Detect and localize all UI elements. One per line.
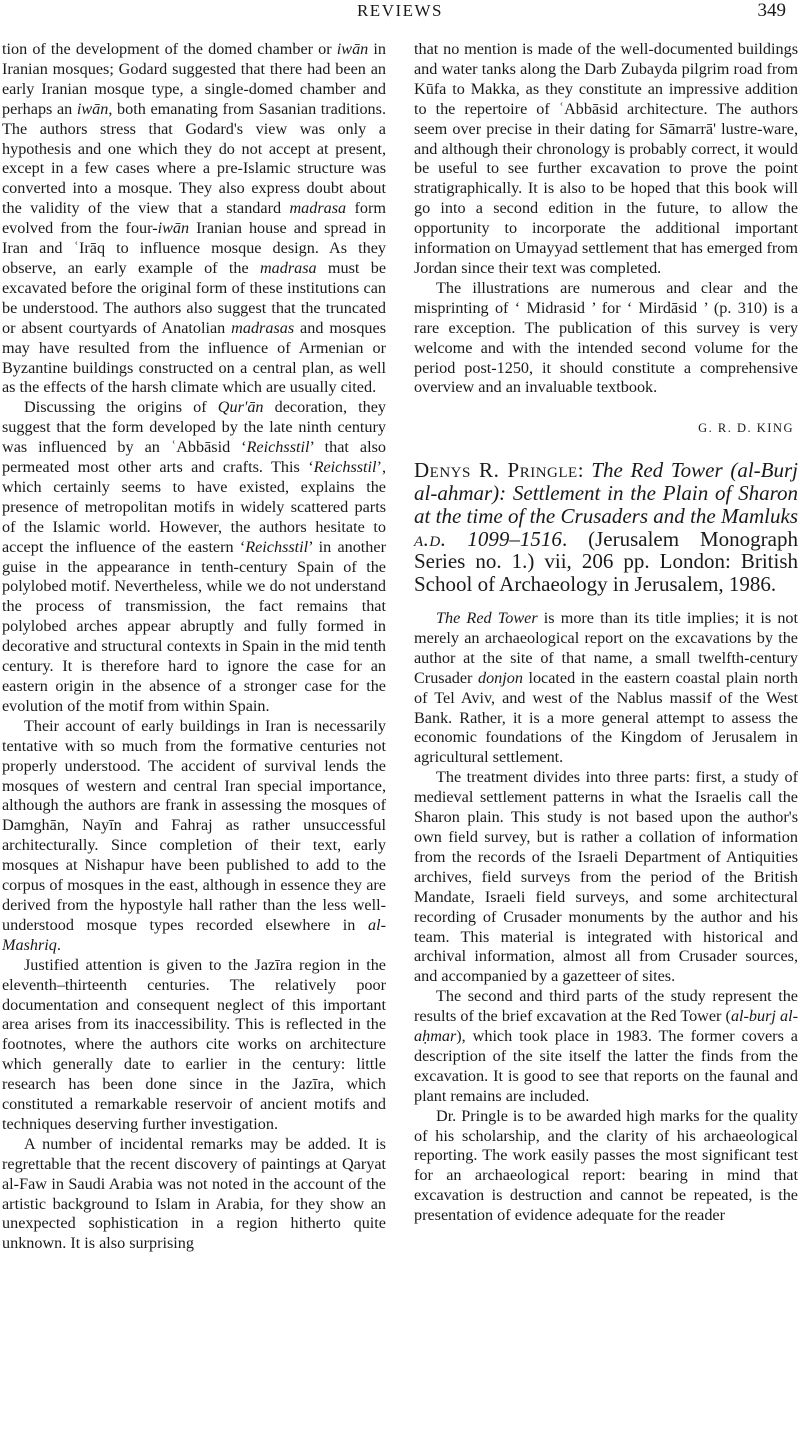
book-title-era: a.d.: [414, 526, 447, 551]
italic-term: Qur'ān: [217, 398, 264, 417]
paragraph-treatment: The treatment divides into three parts: first, a study of medieval settlement patterns in what the Israelis call the Sharon plain. This study is not based upon the author's own field survey, but is rather a collation of information from the records of the Israeli Department of Antiquities archives, field surveys from the period of the British Mandate, Israeli field surveys, and some architectural recording of Crusader monuments by the author and his team. This material is integrated with historical and archival information, almost all from Crusader sources, and accompanied by a gazetteer of sites.: [414, 768, 798, 986]
paragraph-excavation: [414, 987, 798, 1106]
text-run: ’ that also permeated most other arts and crafts. This ‘: [2, 438, 386, 477]
text-run: tion of the development of the domed chamber or: [2, 40, 337, 58]
heading-separator: :: [577, 458, 592, 483]
italic-term: donjon: [477, 668, 523, 687]
text-run: and mosques may have resulted from the influence of Armenian or Byzantine buildings constructed on a central plan, as well as the effects of the harsh climate which are usually cited.: [2, 318, 386, 397]
text-run: Discussing the origins of: [24, 398, 218, 417]
text-run: in Iranian mosques; Godard suggested that there had been an early Iranian mosque type, a single-domed chamber and perhaps an: [2, 40, 387, 118]
text-run: , both emanating from Sasanian traditions. The authors stress that Godard's view was only a hypothesis and one which they do not accept at present, except in a few cases where a pre-Islamic structure was converted into a mosque. They also express doubt about the validity of the view that a standard: [2, 99, 386, 218]
page-number: 349: [757, 0, 786, 21]
book-title-dates: 1099–1516: [446, 526, 562, 551]
text-run: form evolved from the four-: [2, 199, 386, 238]
paragraph-continuation: [2, 40, 386, 398]
text-run: located in the eastern coastal plain north of Tel Aviv, and west of the Nablus massif of the West Bank. Rather, it is a more general attempt to assess the economic foundations of the Kingdom of Jerusalem in agricultural settlement.: [414, 668, 799, 767]
text-run: The second and third parts of the study represent the results of the brief excavation at the Red Tower (: [414, 987, 798, 1026]
italic-term: The Red Tower: [436, 609, 538, 627]
italic-term: Reichsstil: [246, 438, 310, 457]
italic-term: Reichsstil: [313, 458, 377, 477]
italic-term: iwān: [76, 99, 109, 118]
running-title: REVIEWS: [356, 1, 444, 20]
running-head: [0, 0, 800, 26]
italic-term: Reichsstil: [245, 537, 309, 556]
text-run: .: [56, 935, 61, 954]
text-run: is more than its title implies; it is not merely an archaeological report on the excavations by the author at the site of that name, a small twelfth-century Crusader: [414, 609, 799, 687]
paragraph-quran-decoration: [2, 398, 386, 717]
book-author: Denys R. Pringle: [414, 458, 578, 483]
italic-term: iwān: [157, 219, 190, 238]
paragraph-early-buildings: [2, 717, 386, 956]
reviewer-signature: G. R. D. KING: [698, 421, 794, 436]
paragraph-incidental-remarks: A number of incidental remarks may be added. It is regrettable that the recent discovery of paintings at Qaryat al-Faw in Saudi Arabia was not noted in the account of the artistic background to Islam in Arabia, for they show an unexpected sophistication in a region hitherto quite unknown. It is also surprising: [2, 1134, 386, 1253]
text-run: Their account of early buildings in Iran is necessarily tentative with so much from the formative centuries not properly understood. The accident of survival lends the mosques of western and central Iran special importance, although the authors are frank in assessing the mosques of Damghān, Nayīn and Fahraj as rather unsuccessful architecturally. Since completion of their text, early mosques at Nishapur have been published to add to the corpus of mosques in the east, although in essence they are derived from the hypostyle hall rather than the less well-understood mosque types recorded elsewhere in: [2, 716, 386, 934]
text-run: must be excavated before the original form of these institutions can be understood. The authors also suggest that the truncated or absent courtyards of Anatolian: [2, 258, 386, 337]
text-run: ), which took place in 1983. The former covers a description of the site itself the latter the finds from the excavation. It is good to see that reports on the faunal and plant remains are included.: [414, 1027, 798, 1105]
paragraph-illustrations: The illustrations are numerous and clear and the misprinting of ‘ Midrasid ’ for ‘ Mirdāsid ’ (p. 310) is a rare exception. The publication of this survey is very welcome and with the intended second volume for the period post-1250, it should constitute a comprehensive overview and an invaluable textbook.: [414, 278, 798, 397]
paragraph-continuation-right: that no mention is made of the well-documented buildings and water tanks along the Darb Zubayda pilgrim road from Kūfa to Makka, as they constitute an impressive addition to the repertoire of ʿAbbāsid architecture. The authors seem over precise in their dating for Sāmarrā' lustre-ware, and although their chronology is probably correct, it would be useful to see further excavation to prove the point stratigraphically. It is also to be hoped that this book will go into a second edition in the future, to allow the opportunity to incorporate the additional important information on Umayyad settlement that has emerged from Jordan since their text was completed.: [414, 40, 798, 277]
paragraph-jazira: Justified attention is given to the Jazīra region in the eleventh–thirteenth centuries. The relatively poor documentation and consequent neglect of this important area arises from its inaccessibility. This is reflected in the footnotes, where the authors cite works on architecture which generally date to earlier in the century: little research has been done since in the Jazīra, which constituted a remarkable reservoir of ancient motifs and techniques deserving further investigation.: [2, 955, 386, 1133]
text-run: ’, which certainly seems to have existed, explains the presence of metropolitan motifs in widely scattered parts of the Islamic world. However, the authors hesitate to accept the influence of the eastern ‘: [2, 458, 386, 556]
book-publication-details: . (Jerusalem Monograph Series no. 1.) vii, 206 pp. London: British School of Archaeology in Jerusalem, 1986.: [414, 526, 799, 597]
text-run: ’ in another guise in the appearance in tenth-century Spain of the polylobed motif. Nevertheless, while we do not understand the process of transmission, the fact remains that polylobed arches appear abruptly and fully formed in decorative and structural contexts in Spain in the mid tenth century. It is therefore hard to ignore the case for an eastern origin in the absence of a stronger case for the evolution of the motif from within Spain.: [2, 537, 386, 715]
italic-term: madrasa: [289, 199, 347, 218]
text-run: Iranian house and spread in Iran and ʿIrāq to influence mosque design. As they observe, an early example of the: [2, 219, 386, 277]
review-heading: [414, 459, 798, 596]
italic-term: madrasa: [259, 258, 317, 277]
paragraph-red-tower-intro: [414, 609, 798, 768]
italic-term: iwān: [336, 40, 369, 58]
text-run: decoration, they suggest that the form developed by the late ninth century was influenced by an ʿAbbāsid ‘: [2, 398, 386, 457]
paragraph-assessment: Dr. Pringle is to be awarded high marks for the quality of his scholarship, and the clarity of his archaeological reporting. The work easily passes the most significant test for an archaeological report: bearing in mind that excavation is destruction and cannot be repeated, is the presentation of evidence adequate for the reader: [414, 1106, 798, 1225]
italic-term: al-burj al-aḥmar: [414, 1007, 798, 1046]
left-column: [2, 40, 386, 1254]
italic-term: al-Mashriq: [2, 915, 386, 954]
italic-term: madrasas: [231, 318, 295, 337]
book-title: The Red Tower (al-Burj al-ahmar): Settlement in the Plain of Sharon at the time of the Crusaders and the Mamluks: [414, 458, 799, 528]
right-column: [414, 40, 798, 1226]
